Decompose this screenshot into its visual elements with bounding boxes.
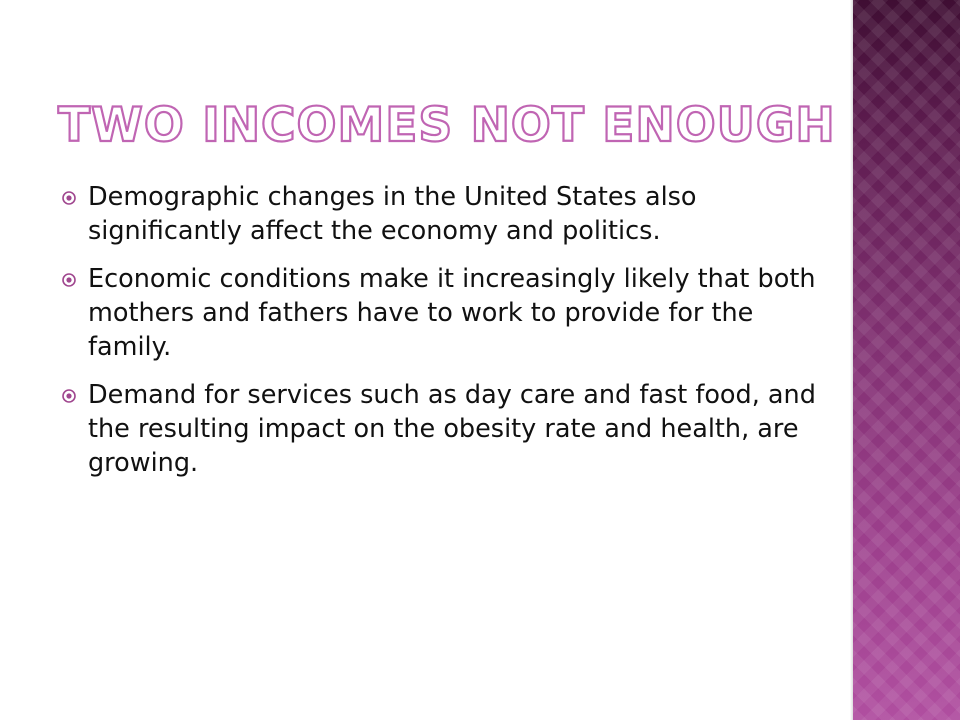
bullet-item: [62, 180, 822, 248]
bullet-icon: [62, 273, 76, 287]
bullet-icon: [62, 191, 76, 205]
bullet-text: Demand for services such as day care and fast food, and the resulting impact on the obesity rate and health, are growing.: [88, 380, 816, 478]
decorative-side-panel: [853, 0, 960, 720]
slide-title: TWO INCOMES NOT ENOUGH: [58, 98, 836, 153]
bullet-list: [62, 180, 822, 494]
bullet-text: Economic conditions make it increasingly likely that both mothers and fathers have to work to provide for the family.: [88, 264, 816, 362]
bullet-item: [62, 378, 822, 480]
bullet-item: [62, 262, 822, 364]
bullet-icon: [62, 389, 76, 403]
bullet-text: Demographic changes in the United States also significantly affect the economy and politics.: [88, 182, 697, 246]
